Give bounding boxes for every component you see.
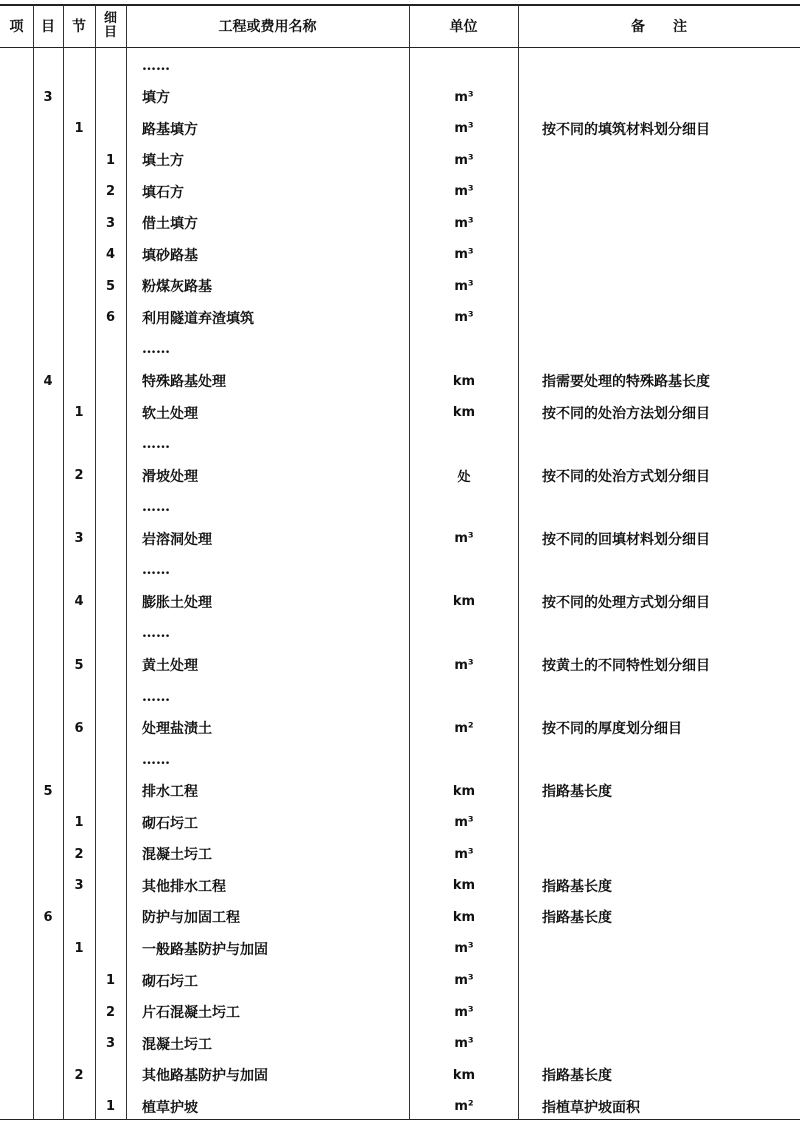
row-unit-cell [410,618,518,649]
row-note-cell: 指路基长度 [542,1068,612,1085]
row-name-cell: 一般路基防护与加固 [142,941,268,958]
row-mu-cell [33,1028,63,1059]
row-name-cell: 砌石圬工 [142,815,198,832]
row-ximu-cell [95,429,126,460]
row-xiang-cell [0,334,33,365]
row-jie-cell [63,555,95,586]
row-unit-cell: m³ [454,89,474,105]
row-ximu-cell: 3 [105,1036,116,1052]
row-name-cell: 膨胀土处理 [142,594,212,611]
row-mu-cell: 5 [43,783,53,799]
row-xiang-cell [0,933,33,964]
row-ximu-cell [95,555,126,586]
row-unit-cell [410,429,518,460]
row-name-cell: 砌石圬工 [142,973,198,990]
row-ximu-cell [95,650,126,681]
row-name-cell: 植草护坡 [142,1099,198,1116]
row-xiang-cell [0,1028,33,1059]
row-unit-cell: 处 [457,470,471,486]
row-note-cell [542,239,797,270]
row-mu-cell [33,618,63,649]
row-xiang-cell [0,965,33,996]
row-unit-cell: km [452,878,476,894]
row-name-cell: 黄土处理 [142,658,198,674]
header-ximu-line2: 目 [103,25,117,40]
row-note-cell [542,965,797,996]
row-ximu-cell: 2 [105,184,116,200]
row-name-cell: 借土填方 [142,216,198,233]
row-note-cell [542,618,797,649]
row-jie-cell: 2 [74,1067,84,1083]
row-jie-cell [63,1028,95,1059]
row-unit-cell: km [452,783,476,799]
row-ximu-cell [95,397,126,428]
row-note-cell: 指路基长度 [542,910,612,927]
row-ximu-cell [95,839,126,870]
row-note-cell [542,302,797,333]
row-name-cell: …… [142,625,170,642]
row-note-cell: 按不同的填筑材料划分细目 [542,121,710,138]
row-xiang-cell [0,586,33,617]
row-name-cell: 片石混凝土圬工 [142,1005,240,1021]
header-ximu-line1: 细 [103,11,117,26]
row-note-cell: 指需要处理的特殊路基长度 [542,374,710,390]
row-jie-cell: 4 [74,594,84,610]
row-jie-cell [63,239,95,270]
row-name-cell: 特殊路基处理 [142,374,226,390]
row-name-cell: 填砂路基 [142,247,198,264]
row-note-cell [542,334,797,365]
row-name-cell: …… [142,436,170,453]
row-ximu-cell [95,902,126,933]
row-note-cell [542,839,797,870]
row-xiang-cell [0,492,33,523]
row-mu-cell [33,429,63,460]
row-mu-cell [33,523,63,554]
row-jie-cell: 1 [74,405,84,421]
row-mu-cell: 3 [43,89,53,105]
row-ximu-cell: 5 [105,278,116,294]
col-divider [518,5,519,1120]
row-name-cell: …… [142,499,170,516]
row-unit-cell: m² [454,720,474,736]
row-jie-cell: 3 [74,878,84,894]
row-ximu-cell [95,366,126,397]
row-jie-cell [63,302,95,333]
row-unit-cell: m³ [454,657,474,673]
row-ximu-cell [95,113,126,144]
row-xiang-cell [0,1060,33,1091]
row-ximu-cell [95,334,126,365]
row-mu-cell [33,460,63,491]
row-xiang-cell [0,1091,33,1122]
row-note-cell: 按不同的厚度划分细目 [542,721,682,738]
row-jie-cell [63,271,95,302]
row-unit-cell: m² [454,1099,474,1115]
row-xiang-cell [0,50,33,81]
header-mu: 目 [41,19,55,35]
row-name-cell: 混凝土圬工 [142,1036,212,1053]
row-jie-cell [63,334,95,365]
row-ximu-cell: 1 [105,152,116,168]
row-xiang-cell [0,744,33,775]
row-name-cell: 混凝土圬工 [142,847,212,864]
row-jie-cell: 1 [74,121,84,137]
row-mu-cell [33,271,63,302]
row-mu-cell [33,492,63,523]
row-name-cell: 填方 [142,90,170,106]
row-name-cell: 软土处理 [142,405,198,422]
row-ximu-cell [95,50,126,81]
row-xiang-cell [0,776,33,807]
row-ximu-cell [95,681,126,712]
row-name-cell: 填石方 [142,184,184,201]
row-mu-cell [33,713,63,744]
row-note-cell: 指植草护坡面积 [542,1099,640,1116]
header-bottom-rule [0,47,800,48]
row-ximu-cell: 1 [105,1099,116,1115]
row-note-cell [542,176,797,207]
row-xiang-cell [0,997,33,1028]
row-ximu-cell [95,713,126,744]
row-unit-cell: m³ [454,278,474,294]
row-name-cell: …… [142,751,170,768]
row-note-cell [542,933,797,964]
row-name-cell: …… [142,341,170,358]
row-ximu-cell [95,870,126,901]
row-xiang-cell [0,839,33,870]
row-unit-cell: km [452,373,476,389]
row-unit-cell [410,744,518,775]
row-unit-cell: m³ [454,247,474,263]
row-mu-cell [33,145,63,176]
row-note-cell: 指路基长度 [542,784,612,801]
row-jie-cell: 2 [74,468,84,484]
row-unit-cell [410,681,518,712]
row-name-cell: 其他排水工程 [142,878,226,895]
row-jie-cell [63,366,95,397]
row-note-cell [542,50,797,81]
row-unit-cell: km [452,1067,476,1083]
row-jie-cell [63,492,95,523]
row-unit-cell: m³ [454,941,474,957]
row-xiang-cell [0,397,33,428]
row-xiang-cell [0,145,33,176]
row-note-cell: 按黄土的不同特性划分细目 [542,658,710,674]
row-unit-cell [410,492,518,523]
row-note-cell [542,271,797,302]
row-jie-cell [63,208,95,239]
row-note-cell: 按不同的处治方法划分细目 [542,405,710,422]
row-mu-cell [33,302,63,333]
row-name-cell: …… [142,57,170,74]
row-ximu-cell [95,586,126,617]
row-unit-cell [410,555,518,586]
row-xiang-cell [0,902,33,933]
row-unit-cell: m³ [454,815,474,831]
row-mu-cell [33,334,63,365]
row-ximu-cell [95,776,126,807]
row-mu-cell [33,839,63,870]
row-xiang-cell [0,271,33,302]
row-unit-cell: m³ [454,215,474,231]
row-note-cell [542,807,797,838]
row-note-cell [542,429,797,460]
row-unit-cell [410,50,518,81]
row-unit-cell: m³ [454,1004,474,1020]
row-ximu-cell [95,82,126,113]
row-note-cell: 按不同的回填材料划分细目 [542,531,710,548]
row-jie-cell [63,176,95,207]
row-xiang-cell [0,870,33,901]
row-unit-cell [410,334,518,365]
col-divider [126,5,127,1120]
row-mu-cell [33,113,63,144]
row-mu-cell [33,208,63,239]
row-jie-cell [63,744,95,775]
row-jie-cell [63,1091,95,1122]
row-jie-cell [63,429,95,460]
row-unit-cell: m³ [454,846,474,862]
row-xiang-cell [0,555,33,586]
row-mu-cell [33,1091,63,1122]
row-mu-cell [33,870,63,901]
row-jie-cell [63,618,95,649]
row-ximu-cell [95,807,126,838]
row-note-cell [542,744,797,775]
row-ximu-cell: 1 [105,973,116,988]
row-note-cell [542,555,797,586]
row-xiang-cell [0,176,33,207]
row-xiang-cell [0,713,33,744]
row-mu-cell [33,807,63,838]
row-unit-cell: km [452,405,476,421]
row-mu-cell [33,650,63,681]
row-unit-cell: m³ [454,184,474,200]
row-note-cell [542,82,797,113]
row-xiang-cell [0,113,33,144]
row-unit-cell: km [452,594,476,610]
row-jie-cell: 3 [74,531,84,547]
row-unit-cell: m³ [454,152,474,168]
row-xiang-cell [0,82,33,113]
row-ximu-cell: 3 [105,215,116,231]
row-unit-cell: m³ [454,121,474,137]
row-note-cell: 指路基长度 [542,878,612,895]
row-ximu-cell [95,933,126,964]
header-name: 工程或费用名称 [218,19,317,35]
row-note-cell: 按不同的处治方式划分细目 [542,468,710,485]
row-unit-cell: m³ [454,531,474,547]
header-xiang: 项 [9,19,24,35]
row-ximu-cell: 2 [105,1004,116,1020]
row-xiang-cell [0,208,33,239]
row-name-cell: 粉煤灰路基 [142,279,212,296]
row-ximu-cell [95,460,126,491]
row-jie-cell [63,681,95,712]
row-jie-cell [63,965,95,996]
row-mu-cell [33,555,63,586]
row-xiang-cell [0,807,33,838]
row-note-cell [542,997,797,1028]
row-ximu-cell [95,618,126,649]
row-note-cell [542,492,797,523]
header-jie: 节 [72,19,86,35]
row-unit-cell: m³ [454,1036,474,1052]
row-note-cell [542,681,797,712]
row-mu-cell [33,1060,63,1091]
header-note: 备 注 [631,19,687,35]
row-xiang-cell [0,681,33,712]
row-xiang-cell [0,302,33,333]
row-mu-cell [33,933,63,964]
row-jie-cell [63,50,95,81]
row-mu-cell [33,965,63,996]
row-jie-cell [63,145,95,176]
header-unit: 单位 [449,19,478,35]
row-mu-cell [33,239,63,270]
row-name-cell: 滑坡处理 [142,468,198,485]
row-note-cell [542,208,797,239]
row-mu-cell [33,744,63,775]
row-ximu-cell [95,523,126,554]
row-jie-cell [63,82,95,113]
row-name-cell: 处理盐渍土 [142,721,212,738]
row-mu-cell [33,681,63,712]
row-xiang-cell [0,650,33,681]
row-ximu-cell [95,492,126,523]
row-mu-cell [33,176,63,207]
row-mu-cell [33,397,63,428]
row-mu-cell [33,586,63,617]
row-ximu-cell [95,1060,126,1091]
row-unit-cell: m³ [454,973,474,988]
row-jie-cell: 5 [74,657,84,673]
row-ximu-cell: 4 [105,247,116,263]
header-ximu [95,6,126,46]
row-name-cell: 岩溶洞处理 [142,531,212,548]
row-xiang-cell [0,523,33,554]
row-xiang-cell [0,618,33,649]
row-mu-cell [33,997,63,1028]
row-name-cell: 填土方 [142,153,184,170]
row-note-cell: 按不同的处理方式划分细目 [542,594,710,611]
row-note-cell [542,1028,797,1059]
row-mu-cell: 4 [43,373,53,389]
row-mu-cell: 6 [43,909,53,925]
row-name-cell: 防护与加固工程 [142,910,240,927]
row-jie-cell: 2 [74,846,84,862]
row-unit-cell: m³ [454,310,474,326]
row-mu-cell [33,50,63,81]
row-name-cell: 利用隧道弃渣填筑 [142,310,254,327]
row-ximu-cell: 6 [105,310,116,326]
row-jie-cell: 1 [74,815,84,831]
row-name-cell: 排水工程 [142,784,198,801]
row-ximu-cell [95,744,126,775]
row-xiang-cell [0,460,33,491]
row-jie-cell [63,776,95,807]
row-unit-cell: km [452,909,476,925]
row-jie-cell [63,902,95,933]
row-name-cell: 路基填方 [142,121,198,138]
row-xiang-cell [0,239,33,270]
row-name-cell: …… [142,688,170,705]
row-xiang-cell [0,429,33,460]
row-jie-cell: 6 [74,720,84,736]
row-jie-cell [63,997,95,1028]
row-jie-cell: 1 [74,941,84,957]
row-note-cell [542,145,797,176]
row-name-cell: …… [142,562,170,579]
row-xiang-cell [0,366,33,397]
row-name-cell: 其他路基防护与加固 [142,1068,268,1085]
